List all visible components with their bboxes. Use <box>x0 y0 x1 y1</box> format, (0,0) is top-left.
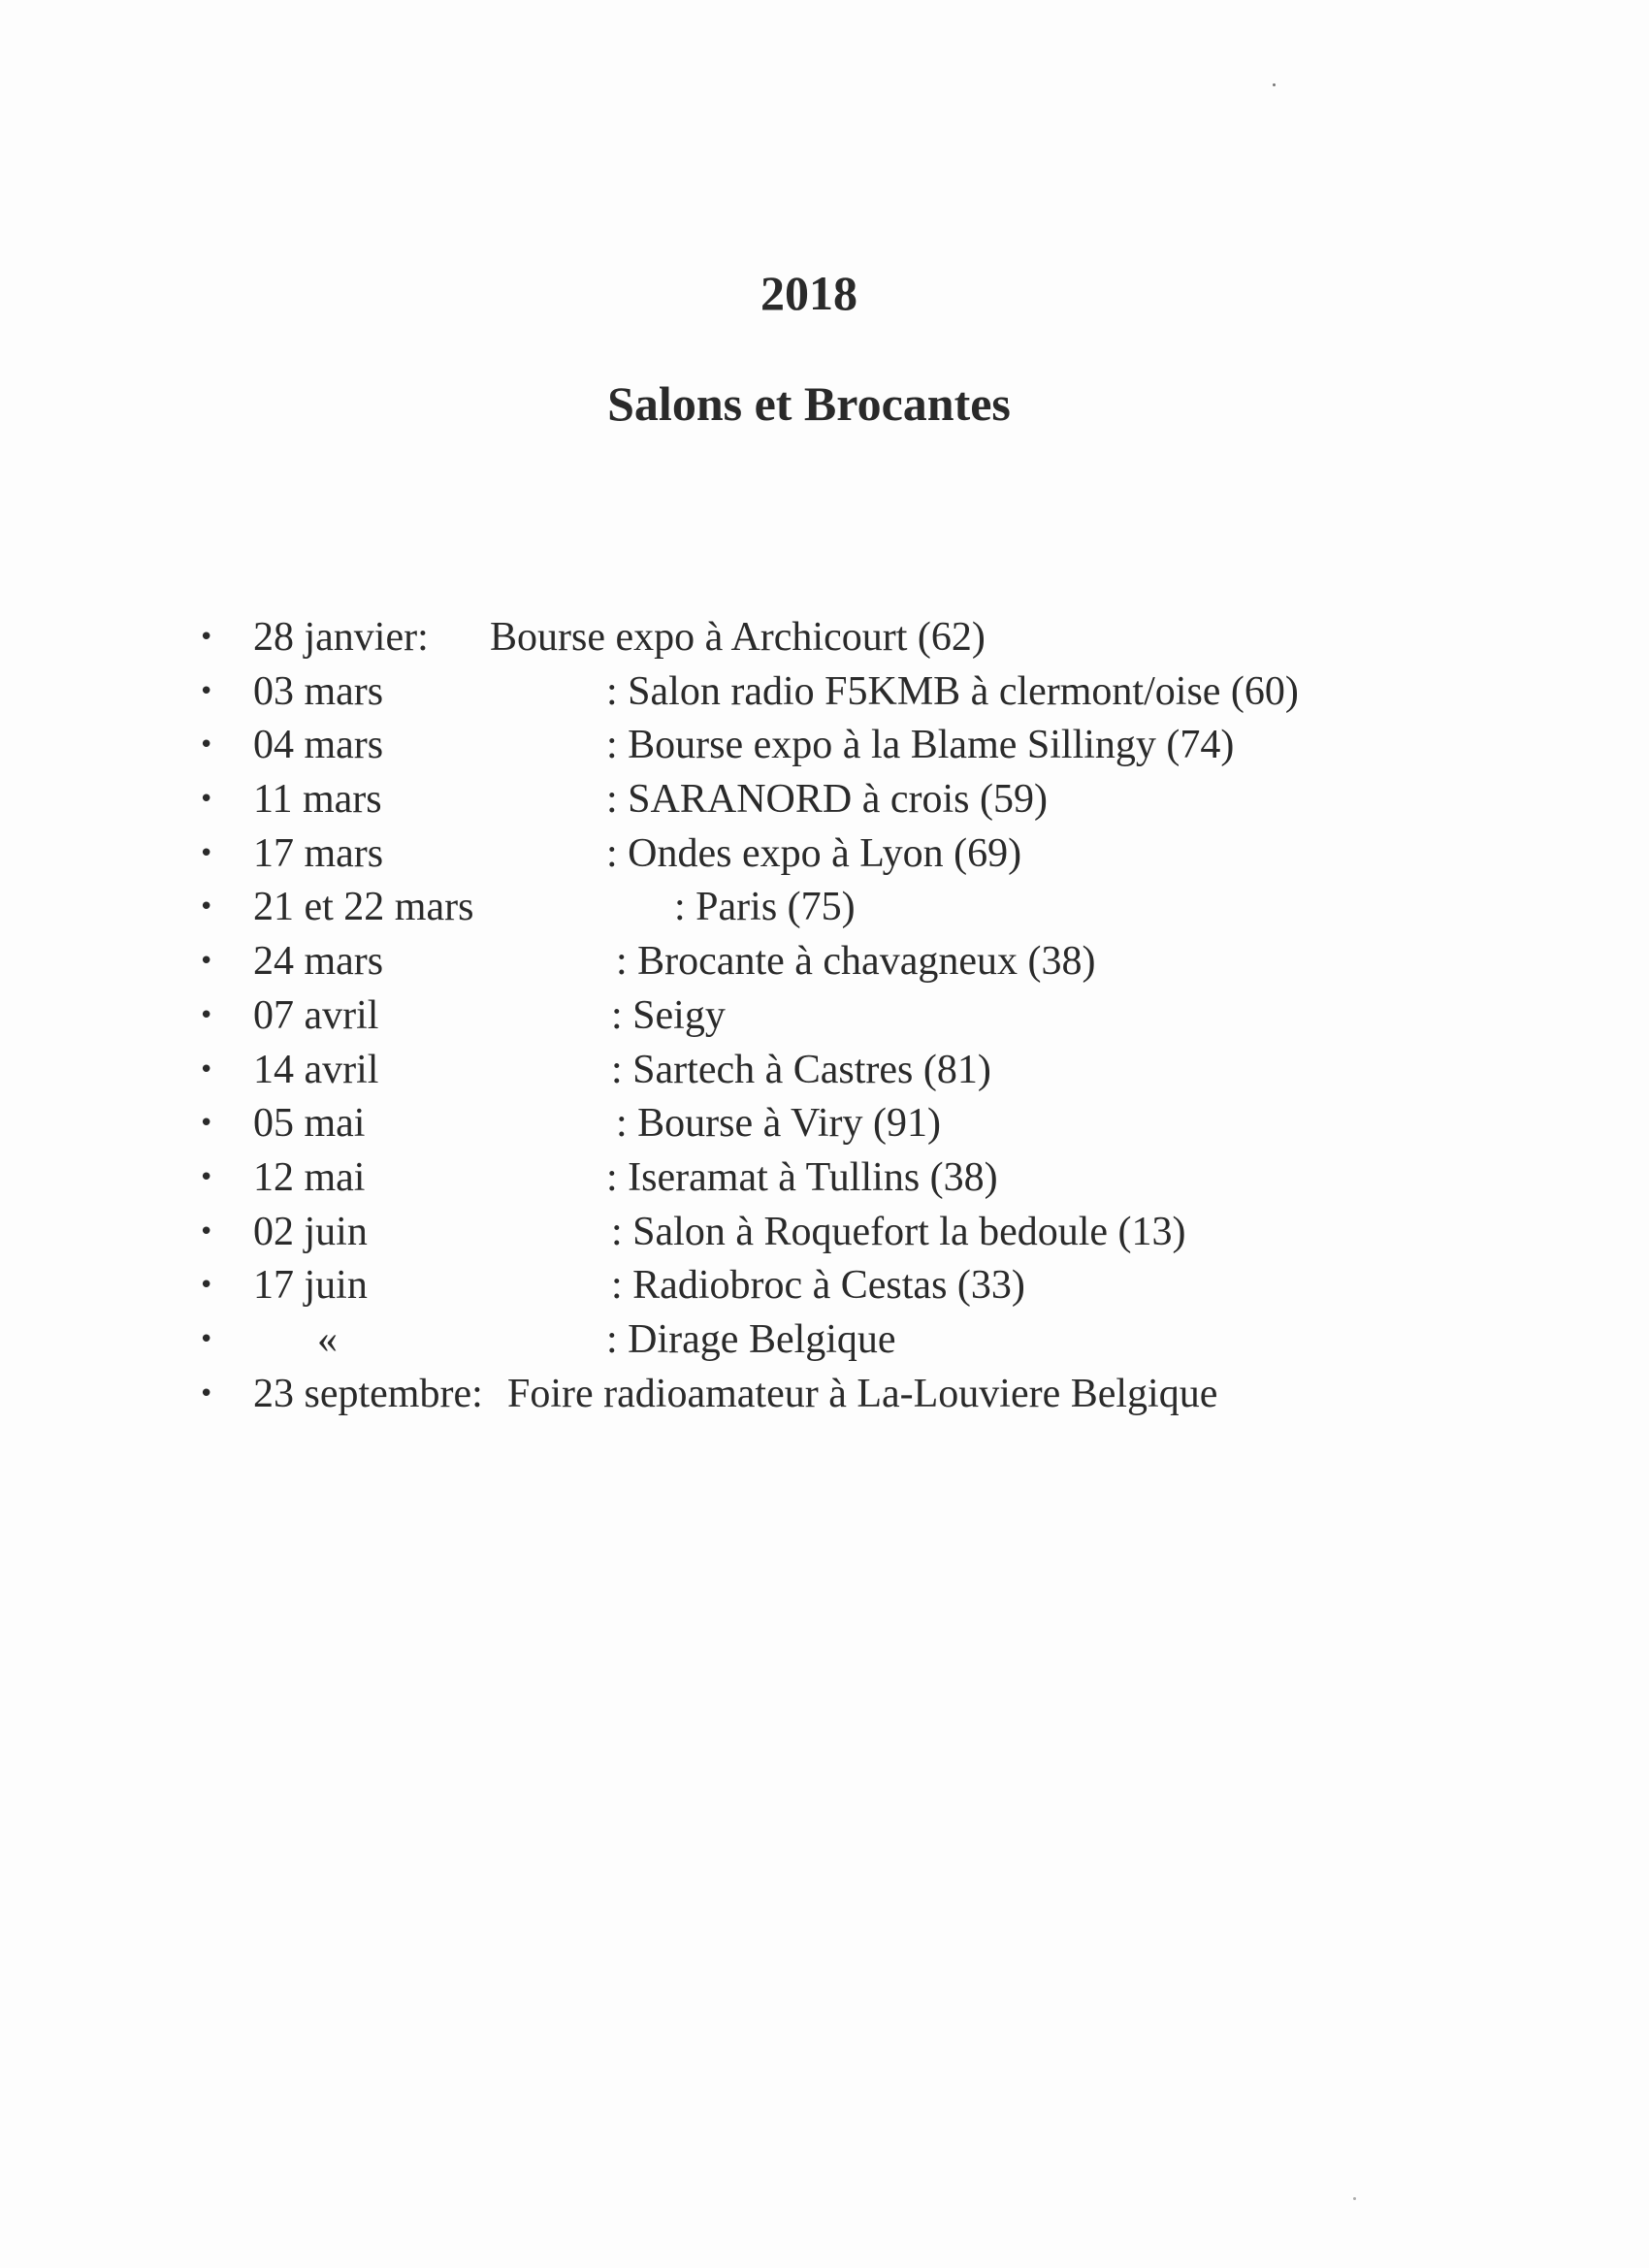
event-item <box>199 1044 1576 1098</box>
event-date: 12 mai <box>253 1154 366 1200</box>
document-year: 2018 <box>760 266 857 320</box>
document-title: Salons et Brocantes <box>607 376 1011 431</box>
event-date: 24 mars <box>253 939 384 985</box>
bullet-icon: • <box>199 1000 214 1030</box>
event-description: : Dirage Belgique <box>606 1316 896 1362</box>
bullet-icon: • <box>199 785 214 815</box>
event-item <box>199 1097 1576 1151</box>
event-date: 23 septembre: <box>253 1371 483 1416</box>
event-item <box>199 611 1576 665</box>
event-description: : Brocante à chavagneux (38) <box>616 939 1096 985</box>
bullet-icon: • <box>199 1271 214 1301</box>
event-list <box>199 611 1576 1421</box>
event-description: : Paris (75) <box>674 885 856 930</box>
event-item <box>199 1313 1576 1368</box>
event-date: 04 mars <box>253 723 384 768</box>
event-item <box>199 827 1576 882</box>
bullet-icon: • <box>199 1324 214 1354</box>
bullet-icon: • <box>199 892 214 923</box>
bullet-icon: • <box>199 838 214 868</box>
event-description: : Seigy <box>611 992 726 1038</box>
event-date: 07 avril <box>253 992 379 1038</box>
bullet-icon: • <box>199 1162 214 1192</box>
event-item <box>199 773 1576 827</box>
event-item <box>199 989 1576 1044</box>
bullet-icon: • <box>199 947 214 977</box>
event-description: : Radiobroc à Cestas (33) <box>611 1263 1025 1309</box>
event-description: : SARANORD à crois (59) <box>606 777 1048 823</box>
event-item <box>199 1259 1576 1313</box>
event-date: 21 et 22 mars <box>253 885 474 930</box>
event-date: 11 mars <box>253 777 382 823</box>
event-description: Bourse expo à Archicourt (62) <box>490 615 986 660</box>
event-description: Foire radioamateur à La-Louviere Belgique <box>507 1371 1218 1416</box>
event-description: : Salon radio F5KMB à clermont/oise (60) <box>606 668 1299 714</box>
event-date: 03 mars <box>253 668 384 714</box>
bullet-icon: • <box>199 1109 214 1139</box>
event-date: 14 avril <box>253 1047 379 1092</box>
event-description: : Ondes expo à Lyon (69) <box>606 830 1022 876</box>
event-item <box>199 665 1576 720</box>
scan-speck <box>1273 83 1276 86</box>
event-description: : Sartech à Castres (81) <box>611 1047 991 1092</box>
event-item <box>199 935 1576 989</box>
bullet-icon: • <box>199 730 214 761</box>
event-date: 28 janvier: <box>253 615 429 660</box>
bullet-icon: • <box>199 1216 214 1247</box>
event-item <box>199 1151 1576 1206</box>
event-date: 17 juin <box>253 1263 368 1309</box>
event-description: : Bourse expo à la Blame Sillingy (74) <box>606 723 1235 768</box>
bullet-icon: • <box>199 1054 214 1085</box>
event-description: : Bourse à Viry (91) <box>616 1101 941 1147</box>
event-description: : Iseramat à Tullins (38) <box>606 1154 998 1200</box>
event-date: « <box>317 1316 338 1362</box>
scan-speck <box>1353 2197 1356 2200</box>
event-date: 05 mai <box>253 1101 366 1147</box>
event-date: 17 mars <box>253 830 384 876</box>
bullet-icon: • <box>199 623 214 652</box>
event-item <box>199 1368 1576 1422</box>
event-date: 02 juin <box>253 1209 368 1254</box>
event-item <box>199 1206 1576 1260</box>
event-item <box>199 719 1576 773</box>
event-description: : Salon à Roquefort la bedoule (13) <box>611 1209 1186 1254</box>
bullet-icon: • <box>199 676 214 706</box>
bullet-icon: • <box>199 1378 214 1409</box>
event-item <box>199 881 1576 935</box>
